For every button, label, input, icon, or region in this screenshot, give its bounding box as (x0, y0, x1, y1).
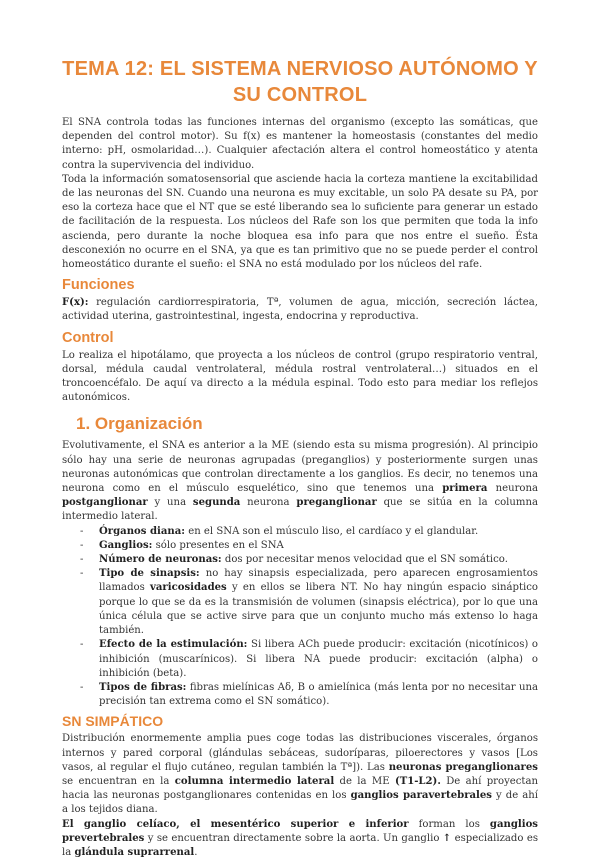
item-text: fibras mielínicas Aδ, B o amielínica (más lenta por no necesitar una precisión tan extrema como el SN somático). (99, 681, 538, 708)
intro-paragraph-1: El SNA controla todas las funciones internas del organismo (excepto las somáticas, que dependen del control motor). Su f(x) es mantener la homeostasis (constantes del medio interno: pH, osmolaridad…). Cualquier afectación altera el control homeostático y atenta contra la supervivencia del individuo. (62, 117, 538, 171)
list-item (80, 553, 538, 567)
text-run: y se encuentran directamente sobre la aorta. Un ganglio (144, 832, 443, 844)
organizacion-list (62, 525, 538, 710)
text-run: forman los (408, 818, 490, 830)
item-text: no hay sinapsis especializada, pero aparecen engrosamientos llamados (99, 568, 538, 594)
text-run: especializado es la (62, 832, 539, 858)
text-run: de la ME (334, 775, 395, 787)
item-label: Número de neuronas: (99, 554, 222, 566)
bold-run: neuronas preganglionares (388, 761, 538, 773)
list-item (80, 539, 538, 553)
simpatico-paragraph-2 (62, 818, 538, 860)
bold-run: glándula suprarrenal (74, 846, 195, 858)
page-title: TEMA 12: EL SISTEMA NERVIOSO AUTÓNOMO Y SU CONTROL (62, 58, 538, 106)
simpatico-paragraph-1 (62, 732, 538, 817)
control-paragraph: Lo realiza el hipotálamo, que proyecta a los núcleos de control (grupo respiratorio ventral, dorsal, médula caudal ventrolateral, médula rostral ventrolateral…) situados en el troncoencéfalo. De aquí va directo a la médula espinal. Todo esto para mediar los reflejos autonómicos. (62, 349, 538, 404)
list-item (80, 567, 538, 638)
funciones-text: regulación cardiorrespiratoria, Tª, volumen de agua, micción, secreción láctea, actividad uterina, gastrointestinal, ingesta, endocrina y reproductiva. (62, 297, 538, 323)
bold-run: primera (442, 483, 488, 495)
bold-run: (T1-L2). (394, 775, 441, 787)
simpatico-heading: SN SIMPÁTICO (62, 713, 164, 730)
list-item (80, 638, 538, 681)
funciones-heading: Funciones (62, 277, 135, 294)
item-label: Órganos diana: (99, 525, 186, 537)
bold-run: ganglios prevertebrales (62, 818, 538, 844)
item-text: en el SNA son el músculo liso, el cardíaco y el glandular. (185, 525, 479, 537)
text-run: De ahí proyectan hacia las neuronas postganglionares contenidas en los (62, 775, 538, 802)
bold-run: preganglionar (296, 497, 377, 509)
list-item (80, 525, 538, 539)
item-text: y en ellos se libera NT. No hay ningún espacio sináptico porque lo que se da es la transmisión de volumen (sinapsis eléctrica), por lo que una única célula que se active sirve para que un conjunto mucho más extenso lo haga también. (99, 582, 538, 637)
item-label: Efecto de la estimulación: (99, 639, 248, 651)
text-run: y una (147, 497, 193, 509)
item-label: Ganglios: (99, 539, 153, 551)
text-run: y de ahí a los tejidos diana. (62, 790, 539, 816)
funciones-label: F(x): (62, 297, 89, 309)
item-text: sólo presentes en el SNA (152, 539, 284, 551)
item-text: Si libera ACh puede producir: excitación (nicotínicos) o inhibición (muscarínicos). Si libera NA puede producir: excitación (alpha) o inhibición (beta). (99, 639, 539, 679)
item-label: Tipo de sinapsis: (99, 568, 200, 580)
item-label: Tipos de fibras: (99, 681, 187, 693)
text-run: que se sitúa en la columna intermedio lateral. (62, 497, 538, 523)
control-heading: Control (62, 329, 114, 346)
bold-run: ganglios paravertebrales (350, 790, 492, 802)
bold-run: postganglionar (62, 497, 148, 509)
bold-run: columna intermedio lateral (174, 775, 335, 787)
funciones-paragraph (62, 296, 538, 324)
organizacion-paragraph (62, 439, 538, 524)
item-label: varicosidades (150, 582, 227, 594)
intro-paragraph-2: Toda la información somatosensorial que asciende hacia la corteza mantiene la excitabilidad de las neuronas del SN. Cuando una neurona es muy excitable, un solo PA desate su PA, por eso la corteza hace que el NT que se esté liberando sea lo suficiente para generar un estado de facilitación de la respuesta. Los núcleos del Rafe son los que permiten que toda la info ascienda, pero durante la noche bloquea esa info para que nos entre el sueño. Ésta desconexión no ocurre en el SNA, ya que es tan primitivo que no se puede perder el control homeostático durante el sueño: el SNA no está modulado por los núcleos del rafe. (62, 173, 538, 271)
text-run: . (194, 846, 198, 858)
bold-run: El ganglio celíaco, el mesentérico superior e inferior (62, 818, 409, 830)
text-run: neurona (487, 483, 538, 495)
up-arrow-icon: ↑ (442, 832, 452, 844)
document-page (62, 56, 538, 860)
list-item (80, 681, 538, 709)
item-text: dos por necesitar menos velocidad que el SN somático. (221, 554, 508, 566)
text-run: se encuentran en la (62, 775, 175, 787)
organizacion-heading: 1. Organización (76, 414, 203, 434)
text-run: Evolutivamente, el SNA es anterior a la ME (siendo esta su misma progresión). Al principio sólo hay una serie de neuronas agrupadas (preganglios) y posteriormente surgen unas neuronas autonómicas que controlan directamente a los ganglios. Es decir, no tenemos una neurona como en el músculo esquelético, sino que tenemos una (62, 440, 538, 495)
text-run: neurona (240, 497, 297, 509)
text-run: Distribución enormemente amplia pues coge todas las distribuciones viscerales, órganos internos y pared corporal (glándulas sebáceas, sudoríparas, piloerectores y vasos [Los vasos, al regular el flujo cutáneo, regulan también la Tª]). Las (62, 733, 538, 773)
bold-run: segunda (192, 497, 241, 509)
